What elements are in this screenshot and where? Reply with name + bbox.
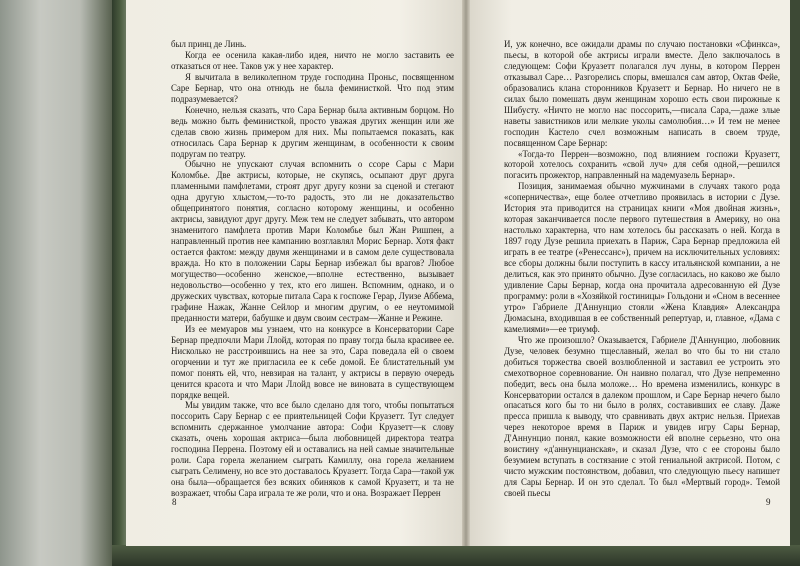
paragraph: И, уж конечно, все ожидали драмы по случаю постановки «Сфинкса», пьесы, в которой обе актрисы играли вместе. Дело заключалось в следующем: Софи Круазетт полагался луч луны, в котором Перрен отказывал Саре… Разгорелись споры, вмешался сам автор, Октав Фейе, образовались клана сторонников Круазетт и Бернар. Но ничего не в силах было помешать двум женщинам хорошо есть свои пирожные к Шибусту. «Ничто не могло нас поссорить,—писала Сара,—даже злые наветы завистников или мелкие уколы самолюбия…» И тем не менее господин Кастело счел возможным написать в своем труде, посвященном Саре Бернар: — [504, 39, 780, 148]
paragraph: Когда ее осенила какая-либо идея, ничто не могло заставить ее отказаться от нее. Таков уж у нее характер. — [171, 49, 454, 71]
paragraph: был принц де Линь. — [171, 39, 247, 49]
paragraph: Я вычитала в великолепном труде господина Проньс, посвященном Саре Бернар, что она отнюдь не была феминисткой. Что под этим подразумевается? — [171, 71, 454, 104]
book-gutter — [462, 0, 470, 546]
book-cover-edge-right — [790, 0, 800, 566]
book-cover-edge-bottom — [112, 545, 800, 566]
paragraph: Обычно не упускают случая вспомнить о ссоре Сары с Мари Коломбье. Две актрисы, которые, не скупясь, осыпают друг друга пламенными памфлетами, строят друг другу козни за сценой и стегают одна другую хлыстом,—то-то радость, это ли не доказательство общепринятого понятия, согласно которому женщины, и особенно актрисы, завидуют друг другу. Меж тем не следует забывать, что автором знаменитого памфлета против Мари Коломбье был Жан Ришпен, а направленный против нее кампанию возглавлял Морис Бернар. Хотя факт остается фактом: между двумя женщинами и в самом деле существовала вражда. Но кто в положении Сары Бернар избежал бы врагов? Любое могущество—особенно женское,—вполне естественно, вызывает недовольство—особенно у тех, кто его лишен. Вспомним, однако, и о дружеских чувствах, которые питала Сара к госпоже Герар, Луизе Аббема, графине Нажак, Жанне Сейлор и многим другим, о ее неутомимой преданности матери, бабушке и двум своим сестрам—Жанне и Режине. — [171, 159, 454, 323]
left-page-text — [171, 39, 454, 499]
paragraph: Мы увидим также, что все было сделано для того, чтобы попытаться поссорить Сару Бернар с ее приятельницей Софи Круазетт. Тут следует вспомнить сдержанное умолчание автора: Софи Круазетт—к слову сказать, очень хорошая актриса—была любовницей директора театра господина Перрена. Поэтому ей и оставались на ней самые значительные роли. Сара горела желанием сыграть Камиллу, она горела желанием сыграть Селимену, но все это доставалось Круазетт. Тогда Сара—такой уж она была—обращается без всяких обиняков к самой Круазетт, и та не возражает, чтобы Сара играла те же роли, что и она. Возражает Перрен — [171, 400, 454, 499]
paragraph: «Тогда-то Перрен—возможно, под влиянием госпожи Круазетт, которой хотелось сохранить «свой луч» для себя одной,—решился погасить прожектор, направленный на мадемуазель Бернар». — [504, 148, 780, 181]
book-cover-edge-left — [112, 0, 126, 566]
right-page-text — [504, 39, 780, 499]
page-number: 8 — [172, 497, 177, 507]
paragraph: Что же произошло? Оказывается, Габриеле Д'Аннунцио, любовник Дузе, человек безумно тщеславный, желал во что бы то ни стало добиться торжества своей возлюбленной и заставил ее устроить это смехотворное соревнование. Он наивно полагал, что Дузе непременно победит, весь она была моложе… Но времена изменились, конкурс в Консерватории остался в далеком прошлом, и Саре Бернар нечего было опасаться кого бы то ни было в ролях, составивших ее славу. Даже пресса пришла к выводу, что сравнивать двух актрис нельзя. Приехав через некоторое время в Париж и увидев игру Сары Бернар, Д'Аннунцио понял, какие возможности ей вполне серьезно, что она воистину «д'аннунцианская», и сказал Дузе, что с ее стороны было безумием вступать в состязание с этой гениальной актрисой. Потом, с чисто мужским постоянством, добавил, что следующую пьесу напишет для Сары Бернар. И он это сделал. То был «Мертвый город». Темой своей пьесы — [504, 334, 780, 499]
paragraph: Конечно, нельзя сказать, что Сара Бернар была активным борцом. Но ведь можно быть феминисткой, просто уважая других женщин или же сделав свою жизнь примером для них. Мы попытаемся показать, как относилась Сара Бернар к другим женщинам, в особенности к своим подругам по театру. — [171, 104, 454, 159]
paragraph: Из ее мемуаров мы узнаем, что на конкурсе в Консерватории Саре Бернар предпочли Мари Ллойд, которая по праву тогда была красивее ее. Нисколько не расстроившись на нее за это, Сара поведала ей о своем огорчении и тут же пригласила ее к себе домой. Ее блистательный ум помог понять ей, что, невзирая на талант, у актрисы в первую очередь ценится красота и что Мари Ллойд вовсе не виновата в существующем порядке вещей. — [171, 323, 454, 400]
paragraph: Позиция, занимаемая обычно мужчинами в случаях такого рода «соперничества», еще более отчетливо проявилась в истории с Дузе. История эта приводится на страницах книги «Моя двойная жизнь», которая заканчивается после первого путешествия в Америку, но она настолько характерна, что нам хотелось бы рассказать о ней. Когда в 1897 году Дузе решила приехать в Париж, Сара Бернар предложила ей играть в ее театре («Ренессанс»), причем на исключительных условиях: все сборы должны были поступить в кассу итальянской компании, а не делиться, как это принято обычно. Дузе согласилась, но каково же было удивление Сары Бернар, когда она прочитала адресованную ей Дузе программу: роли в «Хозяйкой гостиницы» Гольдони и «Сном в весеннее утро» Габриеле Д'Аннунцио стояли «Жена Клавдия» Александра Дюмасына, входившая в ее собственный репертуар, и, главное, «Дама с камелиями»—ее триумф. — [504, 181, 780, 334]
page-number: 9 — [766, 497, 771, 507]
right-page — [466, 0, 790, 546]
left-page — [126, 0, 468, 546]
